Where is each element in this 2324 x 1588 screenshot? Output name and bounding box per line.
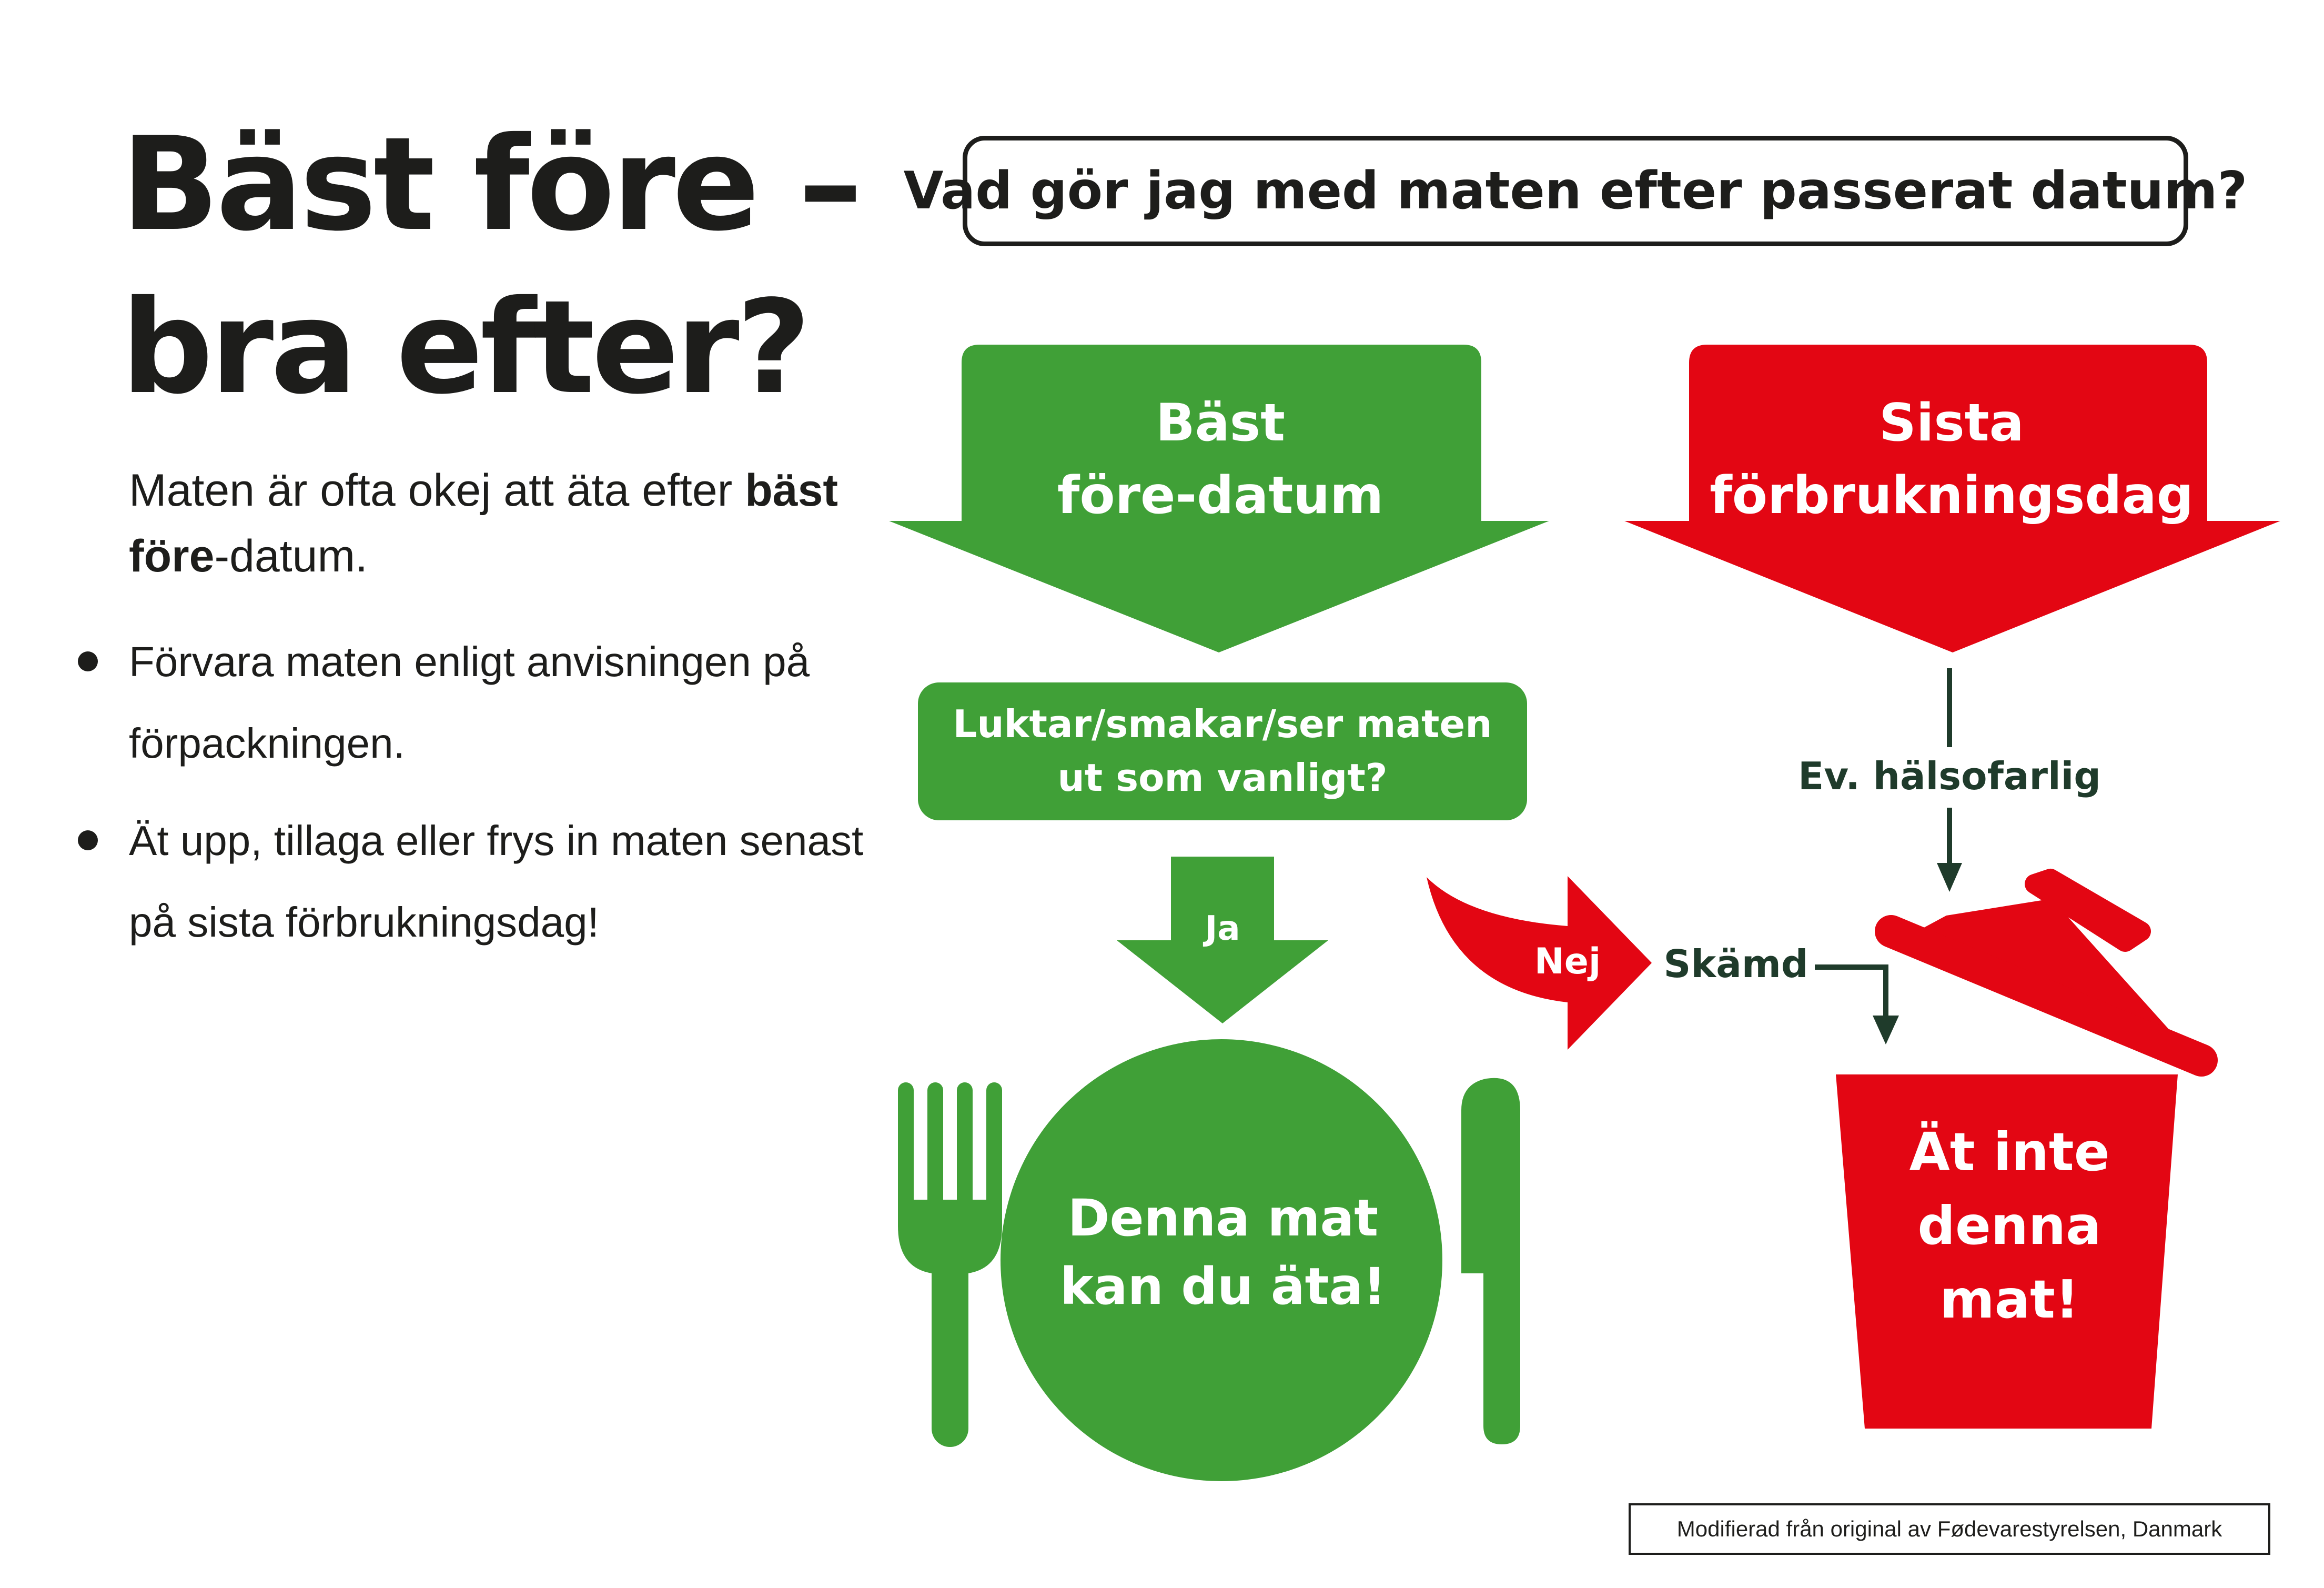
eat-label [1026,1184,1420,1321]
dont-eat-line-1: Ät inte [1909,1121,2110,1183]
use-by-label [1710,387,2194,532]
hazard-arrowhead [1937,863,1962,892]
bullet-item-use-by: Ät upp, tillaga eller frys in maten senast på sista förbrukningsdag! [129,817,864,946]
fork-icon [898,1082,1002,1447]
knife-icon [1461,1078,1520,1444]
spoiled-label: Skämd [1663,942,1808,986]
dont-eat-line-3: mat! [1939,1269,2079,1330]
eat-line-2: kan du äta! [1059,1257,1387,1316]
intro-bold: bäst före [129,465,838,581]
check-label [918,697,1527,805]
dont-eat-line-2: denna [1917,1195,2101,1257]
question-box: Vad gör jag med maten efter passerat datum? [963,136,2188,246]
title-line-1: Bäst före – [121,109,860,259]
best-before-line-2: före-datum [1057,466,1384,526]
bullet-item-storage: Förvara maten enligt anvisningen på förpackningen. [129,638,810,767]
title-line-2: bra efter? [121,273,808,423]
trash-lid-icon [1891,879,2201,1060]
check-line-1: Luktar/smakar/ser maten [953,702,1492,746]
use-by-line-2: förbrukningsdag [1710,466,2194,526]
intro-text-after: -datum. [214,531,368,581]
intro-text-before: Maten är ofta okej att äta efter [129,465,745,516]
dont-eat-label [1862,1115,2157,1336]
spoiled-line [1815,967,1886,1018]
eat-line-1: Denna mat [1067,1189,1379,1248]
spoiled-arrowhead [1873,1016,1899,1044]
best-before-label [999,387,1441,532]
hazard-label: Ev. hälsofarlig [1798,754,2101,798]
best-before-line-1: Bäst [1155,393,1285,453]
credit-box: Modifierad från original av Fødevarestyrelsen, Danmark [1629,1503,2270,1555]
use-by-line-1: Sista [1879,393,2024,453]
check-line-2: ut som vanligt? [1057,756,1388,800]
yes-label: Ja [1205,909,1240,948]
no-label: Nej [1534,941,1601,982]
